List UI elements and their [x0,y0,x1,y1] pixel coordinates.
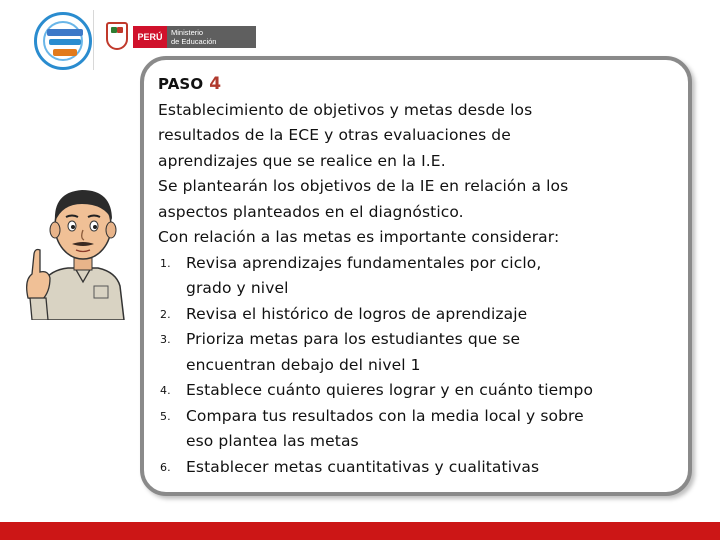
paragraph-line: aprendizajes que se realice en la I.E. [158,151,446,170]
considerations-list [158,251,683,481]
step-label: PASO [158,75,204,93]
list-item [158,251,683,302]
list-item-line: Establece cuánto quieres lograr y en cuánto tiempo [186,381,594,399]
list-item-line: Establecer metas cuantitativas y cualitativas [186,457,540,476]
list-item-line: Revisa el histórico de logros de aprendizaje [186,304,528,323]
list-number: 4. [160,384,171,397]
peru-label: PERÚ [133,26,167,48]
campaign-logo [34,12,92,70]
ministry-line1: Ministerio [171,28,204,37]
paragraph-line: Con relación a las metas es importante considerar: [158,228,560,246]
list-item-line: eso plantea las metas [186,432,359,450]
step-number: 4 [209,74,222,94]
coat-of-arms-icon [106,22,128,50]
list-item [158,404,683,455]
teacher-illustration [20,170,135,320]
list-number: 5. [160,409,171,423]
list-number: 3. [160,333,171,346]
list-item [158,378,683,404]
step-heading [158,72,683,98]
paragraph-line: Se plantearán los objetivos de la IE en relación a los [158,177,569,195]
list-item-line: Revisa aprendizajes fundamentales por ciclo, [186,253,542,272]
list-item-line: grado y nivel [186,279,289,297]
list-item [158,455,683,481]
list-item-line: encuentran debajo del nivel 1 [186,355,421,374]
list-number: 2. [160,307,171,321]
list-item [158,302,683,328]
list-item-line: Compara tus resultados con la media local y sobre [186,406,584,425]
list-number: 6. [160,460,171,474]
paragraph-line: Establecimiento de objetivos y metas desde los [158,100,533,119]
paragraph-line: resultados de la ECE y otras evaluaciones de [158,126,511,144]
ministry-label [167,26,256,48]
paragraph-line: aspectos planteados en el diagnóstico. [158,202,464,221]
list-item [158,327,683,378]
list-number: 1. [160,256,171,270]
step-content [158,72,683,480]
footer-bar [0,522,720,540]
list-item-line: Prioriza metas para los estudiantes que se [186,330,521,348]
header-divider [93,10,94,70]
campaign-logo-text-band [47,29,83,36]
campaign-logo-text-band [49,39,81,45]
campaign-logo-text-band [53,49,77,56]
ministry-line2: de Educación [171,37,217,46]
